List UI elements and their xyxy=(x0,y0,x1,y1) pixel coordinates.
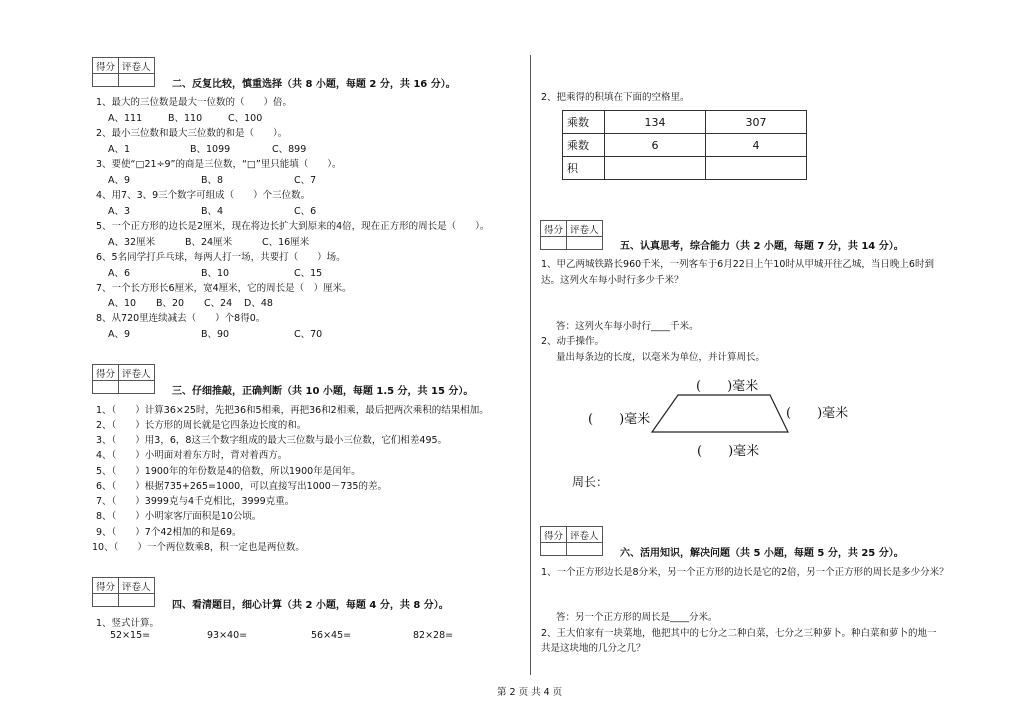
s5-q2: 2、动手操作。 xyxy=(541,336,605,347)
score-box: 得分 评卷人 xyxy=(540,526,603,556)
s6-answer-1: 答：另一个正方形的周长是____分米。 xyxy=(556,612,718,623)
s2-q2: 2、最小三位数和最大三位数的和是（ ）。 xyxy=(96,128,288,139)
score-cell[interactable] xyxy=(541,543,567,556)
label-left: ( )毫米 xyxy=(588,412,651,427)
calc-3: 56×45= xyxy=(311,630,352,641)
s3-q8: 8、（ ）小明家客厅面积是10公顷。 xyxy=(96,511,262,522)
s2-q2-options: A、1 B、1099 C、899 xyxy=(108,144,307,155)
s3-q9: 9、（ ）7个42相加的和是69。 xyxy=(96,527,242,538)
section-4-title: 四、看清题目，细心计算（共 2 小题，每题 4 分，共 8 分）。 xyxy=(172,600,449,611)
s5-q1-line1: 1、甲乙两城铁路长960千米，一列客车于6月22日上午10时从甲城开往乙城，当日晚上6时到 xyxy=(541,259,934,270)
grader-label: 评卷人 xyxy=(119,58,155,74)
s6-q2-line2: 共是这块地的几分之几？ xyxy=(541,643,646,654)
r-q2: 2、把乘得的积填在下面的空格里。 xyxy=(541,92,690,103)
trapezoid-figure xyxy=(640,385,800,445)
s2-q7: 7、一个长方形长6厘米，宽4厘米，它的周长是（ ）厘米。 xyxy=(96,283,352,294)
label-top: ( )毫米 xyxy=(696,379,759,394)
s2-q5-options: A、32厘米 B、24厘米 C、16厘米 xyxy=(108,237,310,248)
s2-q8: 8、从720里连续减去（ ）个8得0。 xyxy=(96,313,266,324)
grader-cell[interactable] xyxy=(119,381,155,394)
product-table: 乘数 134 307 乘数 6 4 积 xyxy=(562,110,807,180)
s3-q5: 5、（ ）1900年的年份数是4的倍数，所以1900年是闰年。 xyxy=(96,466,361,477)
s6-q2-line1: 2、王大伯家有一块菜地，他把其中的七分之二种白菜，七分之三种萝卜。种白菜和萝卜的地一 xyxy=(541,628,937,639)
s3-q3: 3、（ ）用3，6，8这三个数字组成的最大三位数与最小三位数，它们相差495。 xyxy=(96,435,448,446)
s2-q8-options: A、9 B、90 C、70 xyxy=(108,329,323,340)
s5-answer-1: 答：这列火车每小时行____千米。 xyxy=(556,321,699,332)
s2-q1-options: A、111 B、110 C、100 xyxy=(108,113,263,124)
s2-q3-options: A、9 B、8 C、7 xyxy=(108,175,317,186)
s3-q2: 2、（ ）长方形的周长就是它四条边长度的和。 xyxy=(96,420,307,431)
s2-q5: 5、一个正方形的边长是2厘米，现在将边长扩大到原来的4倍，现在正方形的周长是（ ）。 xyxy=(96,221,490,232)
section-2-title: 二、反复比较，慎重选择（共 8 小题，每题 2 分，共 16 分）。 xyxy=(172,79,456,90)
page-footer: 第 2 页 共 4 页 xyxy=(497,687,563,698)
grader-cell[interactable] xyxy=(567,237,603,250)
calc-4: 82×28= xyxy=(413,630,454,641)
calc-1: 52×15= xyxy=(110,630,151,641)
label-right: ( )毫米 xyxy=(786,406,849,421)
s2-q7-options: A、10 B、20 C、24 D、48 xyxy=(108,298,273,309)
s2-q4: 4、用7、3、9三个数字可组成（ ）个三位数。 xyxy=(96,190,311,201)
score-box: 得分 评卷人 xyxy=(92,577,155,607)
section-3-title: 三、仔细推敲，正确判断（共 10 小题，每题 1.5 分，共 15 分）。 xyxy=(172,386,474,397)
calc-2: 93×40= xyxy=(207,630,248,641)
grader-cell[interactable] xyxy=(119,74,155,87)
s2-q1: 1、最大的三位数是最大一位数的（ ）倍。 xyxy=(96,97,293,108)
section-5-title: 五、认真思考，综合能力（共 2 小题，每题 7 分，共 14 分）。 xyxy=(620,241,904,252)
score-label: 得分 xyxy=(93,58,119,74)
grader-cell[interactable] xyxy=(119,594,155,607)
s4-q1: 1、竖式计算。 xyxy=(96,618,160,629)
answer-cell[interactable] xyxy=(706,157,807,180)
s3-q1: 1、（ ）计算36×25时，先把36和5相乘，再把36和2相乘，最后把两次乘积的结果相加。 xyxy=(96,405,489,416)
s6-q1: 1、一个正方形边长是8分米，另一个正方形的边长是它的2倍，另一个正方形的周长是多少分米？ xyxy=(541,567,949,578)
s5-q1-line2: 达。这列火车每小时行多少千米？ xyxy=(541,275,684,286)
section-6-title: 六、活用知识，解决问题（共 5 小题，每题 5 分，共 25 分）。 xyxy=(620,548,904,559)
s2-q6: 6、5名同学打乒乓球，每两人打一场，共要打（ ）场。 xyxy=(96,252,346,263)
s3-q6: 6、（ ）根据735+265=1000，可以直接写出1000－735的差。 xyxy=(96,481,387,492)
s3-q10: 10、（ ）一个两位数乘8，积一定也是两位数。 xyxy=(92,542,305,553)
s3-q7: 7、（ ）3999克与4千克相比，3999克重。 xyxy=(96,496,295,507)
s2-q3: 3、要使“□21÷9”的商是三位数，“□”里只能填（ ）。 xyxy=(96,159,342,170)
label-bottom: ( )毫米 xyxy=(697,444,760,459)
s3-q4: 4、（ ）小明面对着东方时，背对着西方。 xyxy=(96,450,288,461)
s2-q4-options: A、3 B、4 C、6 xyxy=(108,206,317,217)
score-box: 得分 评卷人 xyxy=(92,364,155,394)
score-cell[interactable] xyxy=(93,594,119,607)
score-cell[interactable] xyxy=(93,74,119,87)
s2-q6-options: A、6 B、10 C、15 xyxy=(108,268,323,279)
answer-cell[interactable] xyxy=(605,157,706,180)
s5-q2-instruction: 量出每条边的长度，以毫米为单位，并计算周长。 xyxy=(556,352,766,363)
perimeter-label: 周长： xyxy=(572,475,609,489)
grader-cell[interactable] xyxy=(567,543,603,556)
score-box xyxy=(92,57,155,87)
score-cell[interactable] xyxy=(93,381,119,394)
score-cell[interactable] xyxy=(541,237,567,250)
score-box: 得分 评卷人 xyxy=(540,220,603,250)
column-divider xyxy=(530,55,531,675)
